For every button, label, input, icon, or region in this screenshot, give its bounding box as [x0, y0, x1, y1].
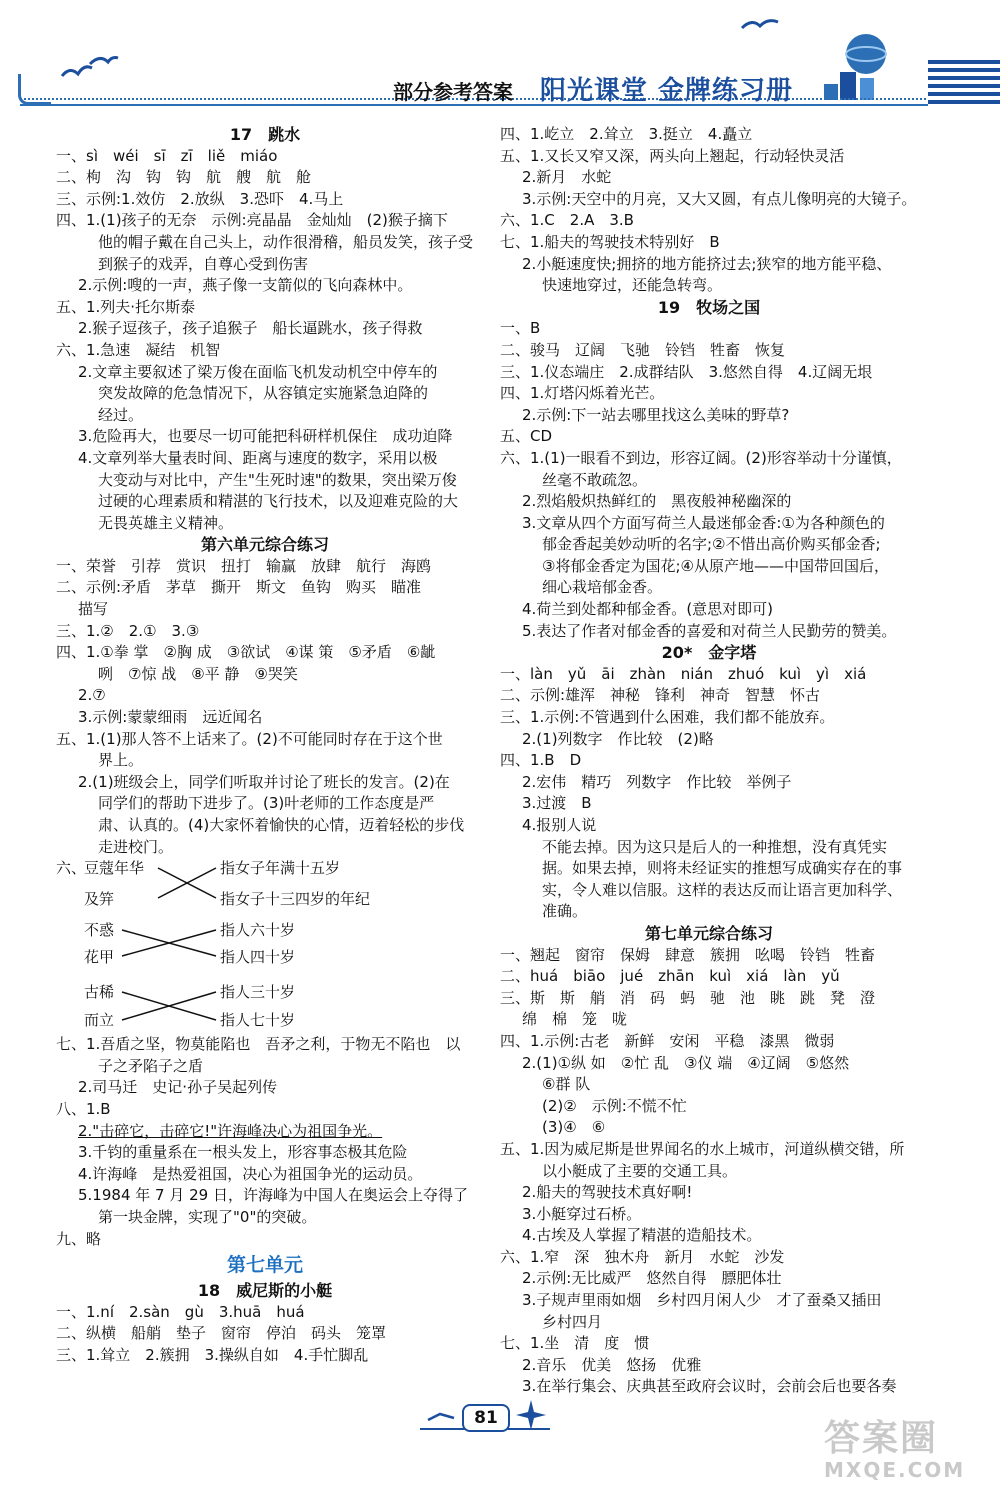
- match-left-item: 及笄: [84, 890, 115, 909]
- answer-line: 绵 棉 笼 咙: [522, 1010, 628, 1029]
- answer-line: 无畏英雄主义精神。: [98, 513, 234, 532]
- answer-line: 4.古埃及人掌握了精湛的造船技术。: [522, 1226, 762, 1245]
- answer-line: 咧 ⑦惊 战 ⑧平 静 ⑨哭笑: [98, 664, 298, 683]
- answer-line: 四、1.(1)孩子的无奈 示例:亮晶晶 金灿灿 (2)猴子摘下: [56, 211, 448, 230]
- match-left-item: 不惑: [84, 921, 115, 940]
- answer-line: 五、1.列夫·托尔斯泰: [56, 297, 196, 316]
- answer-line: ⑥群 队: [542, 1075, 591, 1094]
- answer-line: ③将郁金香定为国花;④从原产地——中国带回国后，: [542, 556, 889, 575]
- section-title: 17 跳水: [229, 125, 301, 144]
- answer-line: 准确。: [542, 902, 588, 921]
- match-left-item: 而立: [84, 1011, 115, 1030]
- bird-icon: [426, 1406, 456, 1428]
- watermark-url: MXQE.COM: [824, 1458, 966, 1482]
- answer-line: 大变动与对比中，产生"生死时速"的数果，突出梁万俊: [98, 470, 457, 489]
- answer-line: 3.千钧的重量系在一根头发上，形容事态极其危险: [78, 1143, 408, 1162]
- answer-line: 一、1.ní 2.sàn gù 3.huā huá: [56, 1302, 305, 1321]
- answer-line: 据。如果去掉，则将未经证实的推想写成确实存在的事: [542, 859, 903, 878]
- answer-line: 2.宏伟 精巧 列数字 作比较 举例子: [522, 772, 792, 791]
- answer-line: 2.(1)①纵 如 ②忙 乱 ③仪 端 ④辽阔 ⑤悠然: [522, 1053, 850, 1072]
- answer-line: 3.示例:天空中的月亮，又大又圆，有点儿像明亮的大镜子。: [522, 189, 917, 208]
- answer-line: 界上。: [98, 751, 144, 770]
- answer-line: 同学们的帮助下进步了。(3)叶老师的工作态度是严: [98, 794, 435, 813]
- answer-line: 经过。: [98, 405, 144, 424]
- answer-line: 一、B: [500, 319, 541, 338]
- answer-line: 2.新月 水蛇: [522, 168, 612, 187]
- answer-line: 七、1.吾盾之坚，物莫能陷也 吾矛之利，于物无不陷也 以: [56, 1035, 461, 1054]
- answer-line: 3.过渡 B: [522, 794, 592, 813]
- answer-line: 二、示例:雄浑 神秘 锋利 神奇 智慧 怀古: [500, 686, 821, 705]
- answer-line: 三、1.耸立 2.簇拥 3.操纵自如 4.手忙脚乱: [56, 1345, 369, 1364]
- match-right-item: 指人三十岁: [220, 983, 296, 1002]
- header-left-decoration: [18, 74, 51, 105]
- answer-line: 二、huá biāo jué zhān kuì xiá làn yǔ: [500, 967, 840, 986]
- answer-line: 四、1.灯塔闪烁着光芒。: [500, 384, 665, 403]
- answer-line: 肃、认真的。(4)大家怀着愉快的心情，迈着轻松的步伐: [98, 816, 465, 834]
- answer-line: 六、1.C 2.A 3.B: [500, 211, 634, 230]
- answer-line: 2.烈焰般炽热鲜红的 黑夜般神秘幽深的: [522, 492, 792, 511]
- page-footer: [420, 1398, 550, 1438]
- answer-line: 2.文章主要叙述了梁万俊在面临飞机发动机空中停车的: [78, 362, 438, 381]
- answer-line: 2.示例:下一站去哪里找这么美味的野草?: [522, 405, 790, 424]
- answer-line: 2.⑦: [78, 686, 106, 705]
- answer-line: 2."击碎它，击碎它!"许海峰决心为祖国争光。: [78, 1121, 383, 1140]
- page-number: 81: [462, 1404, 510, 1432]
- answer-line: 六、1.(1)一眼看不到边，形容辽阔。(2)形容举动十分谨慎，: [500, 448, 902, 467]
- answer-line: 四、1.屹立 2.耸立 3.挺立 4.矗立: [500, 125, 753, 143]
- section-title: 18 威尼斯的小艇: [197, 1281, 333, 1301]
- page-header: [0, 0, 1000, 118]
- answer-line: 描写: [78, 600, 109, 619]
- answer-line: 走进校门。: [98, 837, 174, 856]
- match-right-item: 指人七十岁: [220, 1011, 296, 1030]
- answer-line: 到猴子的戏弄，自尊心受到伤害: [98, 254, 309, 273]
- answer-line: 郁金香起美妙动听的名字;②不惜出高价购买郁金香;: [542, 535, 881, 554]
- header-brand: 阳光课堂 金牌练习册: [540, 76, 794, 106]
- answer-line: 六、1.窄 深 独木舟 新月 水蛇 沙发: [500, 1247, 785, 1266]
- match-left-item: 古稀: [84, 983, 115, 1002]
- matching-prefix: 六、: [56, 859, 87, 878]
- answer-line: 3.子规声里雨如烟 乡村四月闲人少 才了蚕桑又插田: [522, 1291, 882, 1310]
- answer-line: 3.危险再大，也要尽一切可能把科研样机保住 成功迫降: [78, 427, 453, 446]
- answer-line: 四、1.示例:古老 新鲜 安闲 平稳 漆黑 微弱: [500, 1031, 835, 1050]
- answer-line: 4.许海峰 是热爱祖国，决心为祖国争光的运动员。: [78, 1164, 423, 1183]
- matching-lines: [56, 858, 474, 1034]
- answer-line: 快速地穿过，还能急转弯。: [542, 276, 723, 295]
- matching-exercise: [56, 858, 474, 1034]
- section-title: 20* 金字塔: [661, 643, 757, 663]
- match-right-item: 指人六十岁: [220, 921, 296, 940]
- answer-line: 一、翘起 窗帘 保姆 肆意 簇拥 吆喝 铃铛 牲畜: [500, 945, 876, 964]
- section-title: 第七单元综合练习: [644, 923, 773, 943]
- answer-line: 四、1.①拳 掌 ②胸 成 ③欲试 ④谋 策 ⑤矛盾 ⑥龇: [56, 643, 436, 662]
- answer-line: 四、1.B D: [500, 751, 582, 770]
- answer-line: 八、1.B: [56, 1099, 111, 1118]
- answer-line: 一、làn yǔ āi zhàn nián zhuó kuì yì xiá: [500, 664, 867, 683]
- match-right-item: 指人四十岁: [220, 948, 296, 967]
- answer-line: 2.(1)班级会上，同学们听取并讨论了班长的发言。(2)在: [78, 772, 450, 791]
- answer-line: 七、1.坐 清 度 惯: [500, 1334, 650, 1353]
- answer-line: 不能去掉。因为这只是后人的一种推想，没有真凭实: [542, 837, 888, 856]
- answer-line: 三、示例:1.效仿 2.放纵 3.恐吓 4.马上: [56, 189, 344, 208]
- answer-line: 三、1.仪态端庄 2.成群结队 3.悠然自得 4.辽阔无垠: [500, 362, 873, 381]
- answer-line: 丝毫不敢疏忽。: [542, 470, 648, 489]
- answer-line: 五、CD: [500, 427, 553, 446]
- answer-line: 他的帽子戴在自己头上，动作很滑稽，船员发笑，孩子受: [98, 232, 474, 251]
- answer-line: 三、1.② 2.① 3.③: [56, 621, 200, 640]
- answer-line: 3.文章从四个方面写荷兰人最迷郁金香:①为各种颜色的: [522, 513, 885, 532]
- birds-icon: [60, 54, 120, 88]
- answer-line: 三、斯 斯 艄 消 码 蚂 驰 池 眺 跳 凳 澄: [500, 988, 876, 1007]
- header-subtitle: 部分参考答案: [393, 80, 513, 104]
- match-left-item: 豆蔻年华: [84, 859, 145, 878]
- bird-icon: [740, 14, 780, 38]
- answer-line: 以小艇成了主要的交通工具。: [542, 1161, 738, 1180]
- answer-line: 五、1.(1)那人答不上话来了。(2)不可能同时存在于这个世: [56, 729, 443, 748]
- answer-line: 3.在举行集会、庆典甚至政府会议时，会前会后也要各奏: [522, 1377, 897, 1396]
- answer-line: 一、荣誉 引荐 赏识 扭打 输赢 放肆 航行 海鸥: [56, 556, 432, 575]
- answer-line: 一、sì wéi sī zī liě miáo: [56, 146, 278, 165]
- sparkle-icon: [514, 1398, 548, 1432]
- answer-line: 2.音乐 优美 悠扬 优雅: [522, 1355, 702, 1374]
- answer-line: 细心栽培郁金香。: [542, 578, 663, 597]
- answer-line: 3.示例:蒙蒙细雨 远近闻名: [78, 708, 263, 727]
- watermark-logo-text: 答案圈: [824, 1418, 939, 1459]
- match-right-item: 指女子十三四岁的年纪: [220, 890, 371, 909]
- answer-line: 5.表达了作者对郁金香的喜爱和对荷兰人民勤劳的赞美。: [522, 621, 897, 640]
- answer-line: 2.示例:无比威严 悠然自得 膘肥体壮: [522, 1269, 782, 1288]
- answer-line: 2.(1)列数字 作比较 (2)略: [522, 729, 714, 748]
- match-left-item: 花甲: [84, 948, 115, 967]
- answer-line: 突发故障的危急情况下，从容镇定实施紧急迫降的: [98, 384, 429, 403]
- answer-line: 子之矛陷子之盾: [98, 1056, 204, 1075]
- answer-line: 2.猴子逗孩子，孩子追猴子 船长逼跳水，孩子得救: [78, 319, 423, 338]
- section-title: 第六单元综合练习: [200, 535, 329, 555]
- answer-line: 二、示例:矛盾 茅草 撕开 斯文 鱼钩 购买 瞄准: [56, 578, 422, 597]
- answer-line: 六、1.急速 凝结 机智: [56, 340, 221, 359]
- answer-line: 第一块金牌，实现了"0"的突破。: [98, 1207, 317, 1226]
- answer-line: 5.1984 年 7 月 29 日，许海峰为中国人在奥运会上夺得了: [78, 1186, 468, 1205]
- answer-line: 乡村四月: [542, 1312, 603, 1331]
- answer-line: 过硬的心理素质和精湛的飞行技术，以及迎难克险的大: [98, 492, 459, 511]
- answer-line: 2.小艇速度快;拥挤的地方能挤过去;狭窄的地方能平稳、: [522, 254, 892, 273]
- unit-title: 第七单元: [226, 1254, 303, 1277]
- answer-line: 五、1.因为威尼斯是世界闻名的水上城市，河道纵横交错，所: [500, 1139, 905, 1158]
- answer-line: 二、骏马 辽阔 飞驰 铃铛 牲畜 恢复: [500, 340, 786, 359]
- answer-line: (2)② 示例:不慌不忙: [542, 1096, 687, 1115]
- answer-line: 2.示例:嗖的一声，燕子像一支箭似的飞向森林中。: [78, 276, 413, 295]
- answer-line: 实，令人难以信服。这样的表达反而让语言更加科学、: [542, 880, 903, 899]
- left-column: [56, 124, 474, 1367]
- answer-line: (3)④ ⑥: [542, 1118, 606, 1137]
- header-stripes: [928, 60, 1000, 108]
- answer-line: 七、1.船夫的驾驶技术特别好 B: [500, 232, 720, 251]
- answer-line: 五、1.又长又窄又深，两头向上翘起，行动轻快灵活: [500, 146, 845, 165]
- answer-line: 4.报别人说: [522, 816, 597, 834]
- watermark: [820, 1410, 990, 1486]
- answer-line: 2.司马迁 史记·孙子吴起列传: [78, 1078, 278, 1097]
- answer-line: 九、略: [56, 1229, 102, 1248]
- answer-line: 二、纵横 船艄 垫子 窗帘 停泊 码头 笼罩: [56, 1324, 387, 1343]
- answer-line: 二、枸 沟 钩 钩 航 艘 航 舱: [56, 168, 312, 187]
- globe-icon: [820, 28, 896, 102]
- answer-line: 三、1.示例:不管遇到什么困难，我们都不能放弃。: [500, 708, 835, 727]
- answer-line: 4.荷兰到处都种郁金香。(意思对即可): [522, 600, 774, 619]
- answer-line: 3.小艇穿过石桥。: [522, 1204, 642, 1223]
- match-right-item: 指女子年满十五岁: [220, 859, 341, 878]
- section-title: 19 牧场之国: [657, 297, 761, 317]
- answer-line: 4.文章列举大量表时间、距离与速度的数字，采用以极: [78, 448, 438, 467]
- right-column: [500, 124, 918, 1398]
- answer-line: 2.船夫的驾驶技术真好啊!: [522, 1183, 693, 1202]
